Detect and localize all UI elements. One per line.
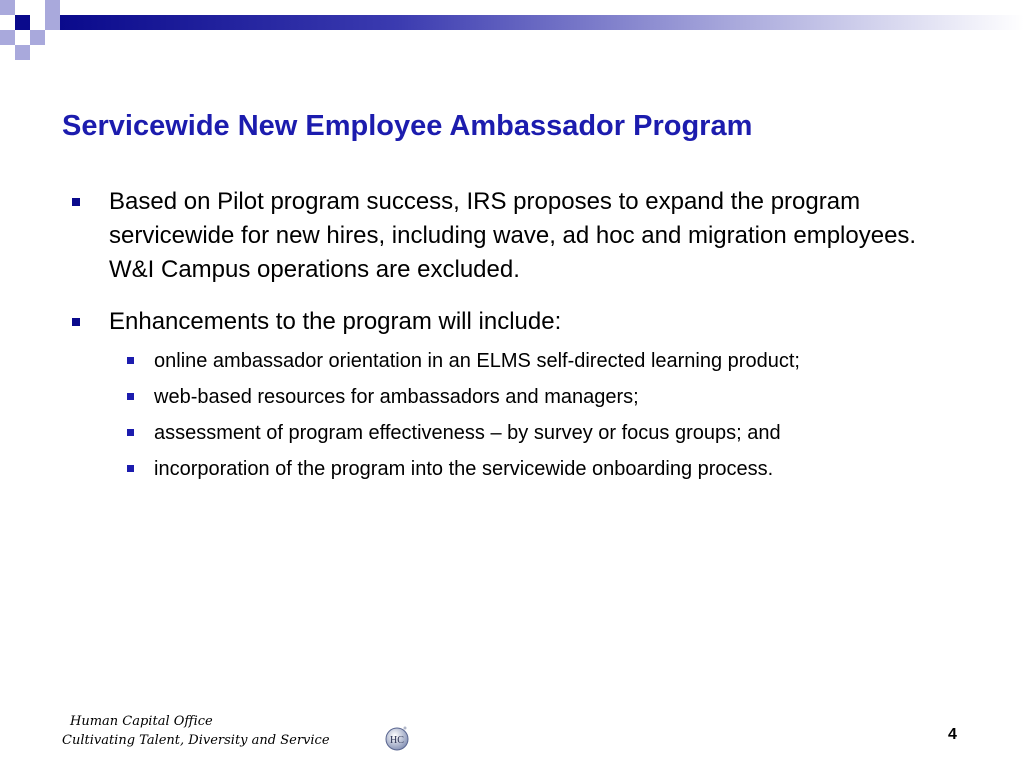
sub-bullet-text: online ambassador orientation in an ELMS self-directed learning product; [154,350,800,372]
sub-bullet-item [72,455,952,484]
decor-square [0,0,15,15]
square-bullet-icon [72,198,80,206]
sub-bullet-item [72,383,952,412]
square-bullet-icon [72,318,80,326]
header-decoration [0,0,1024,64]
bullet-item [72,305,952,484]
bullet-text: Based on Pilot program success, IRS proposes to expand the program servicewide for new hires, including wave, ad hoc and migration employees. W&I Campus operations are excluded. [109,188,917,283]
bullet-item [72,185,952,287]
bullet-list [72,185,952,502]
footer [62,712,330,750]
sub-bullet-text: web-based resources for ambassadors and managers; [154,386,639,408]
footer-org-name: Human Capital Office [70,714,213,729]
page-number: 4 [948,726,957,743]
sub-bullet-text: assessment of program effectiveness – by survey or focus groups; and [154,422,781,444]
sub-bullet-item [72,419,952,448]
decor-square [30,30,45,45]
sub-bullet-text: incorporation of the program into the servicewide onboarding process. [154,458,774,480]
sub-bullet-list [109,347,952,484]
slide-title: Servicewide New Employee Ambassador Program [62,110,753,142]
header-gradient-bar [60,15,1024,30]
decor-square [30,0,45,15]
decor-square [15,15,30,30]
logo-text: HC [390,735,404,746]
decor-square [45,0,60,15]
decor-square [15,45,30,60]
hc-logo-icon [384,725,410,751]
sub-bullet-item [72,347,952,376]
decor-square [0,30,15,45]
square-bullet-icon [127,429,134,436]
decor-square [45,15,60,30]
square-bullet-icon [127,357,134,364]
footer-tagline: Cultivating Talent, Diversity and Service [62,733,330,748]
bullet-text: Enhancements to the program will include: [109,308,562,335]
square-bullet-icon [127,393,134,400]
square-bullet-icon [127,465,134,472]
